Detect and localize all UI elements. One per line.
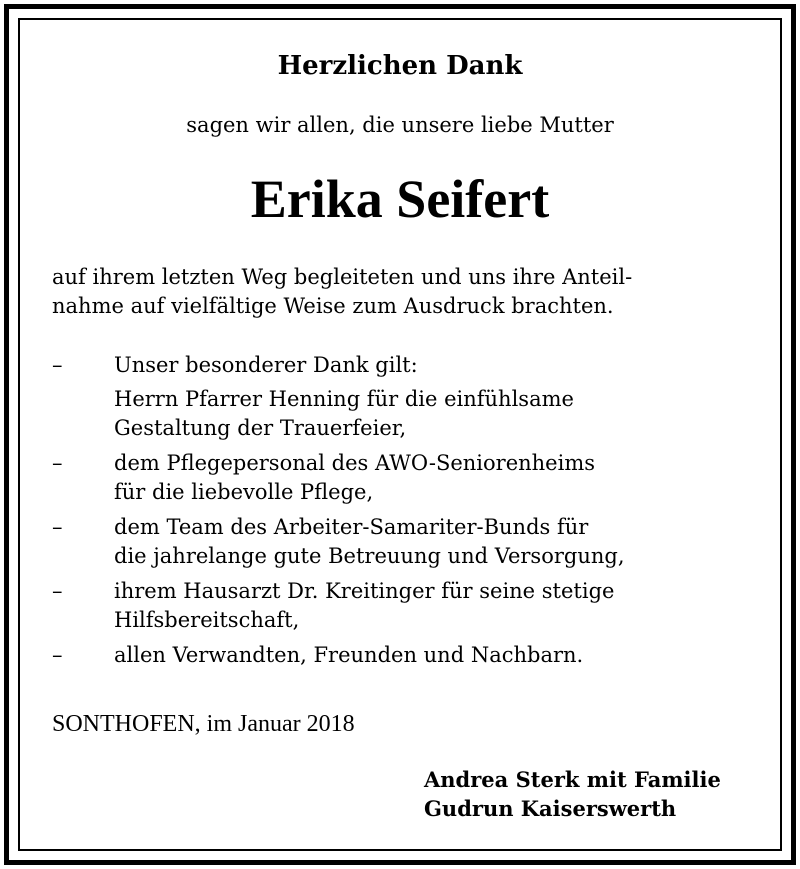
dash-bullet: – xyxy=(52,353,63,377)
notice-title: Herzlichen Dank xyxy=(277,51,523,81)
thanks-line: für die liebevolle Pflege, xyxy=(114,480,374,504)
thanks-line: Gestaltung der Trauerfeier, xyxy=(114,416,407,440)
signatory: Gudrun Kaiserswerth xyxy=(424,796,677,821)
dash-bullet: – xyxy=(52,643,63,667)
intro-paragraph xyxy=(52,263,752,321)
notice-subtitle: sagen wir allen, die unsere liebe Mutter xyxy=(186,113,614,137)
thanks-line: Hilfsbereitschaft, xyxy=(114,608,300,632)
intro-line: auf ihrem letzten Weg begleiteten und uns ihre Anteil- xyxy=(52,265,633,289)
intro-line: nahme auf vielfältige Weise zum Ausdruck brachten. xyxy=(52,294,614,318)
dash-bullet: – xyxy=(52,515,63,539)
thanks-item xyxy=(52,513,752,571)
thanks-line: Herrn Pfarrer Henning für die einfühlsame xyxy=(114,387,574,411)
thanks-line: ihrem Hausarzt Dr. Kreitinger für seine stetige xyxy=(114,579,615,603)
thanks-line: die jahrelange gute Betreuung und Versorgung, xyxy=(114,544,625,568)
thanks-line: dem Team des Arbeiter-Samariter-Bunds für xyxy=(114,515,589,539)
deceased-name: Erika Seifert xyxy=(250,169,550,229)
thanks-line: allen Verwandten, Freunden und Nachbarn. xyxy=(114,643,584,667)
thanks-line: Unser besonderer Dank gilt: xyxy=(114,353,418,377)
signatory: Andrea Sterk mit Familie xyxy=(424,767,721,792)
dash-bullet: – xyxy=(52,579,63,603)
thanks-item xyxy=(52,385,752,443)
signatories xyxy=(424,765,721,823)
thanks-list xyxy=(52,351,752,670)
thanks-item xyxy=(52,351,752,380)
thanks-item xyxy=(52,641,752,670)
place-date: SONTHOFEN, im Januar 2018 xyxy=(52,711,355,737)
thanks-item xyxy=(52,449,752,507)
thanks-line: dem Pflegepersonal des AWO-Seniorenheims xyxy=(114,451,596,475)
thanks-item xyxy=(52,577,752,635)
dash-bullet: – xyxy=(52,451,63,475)
